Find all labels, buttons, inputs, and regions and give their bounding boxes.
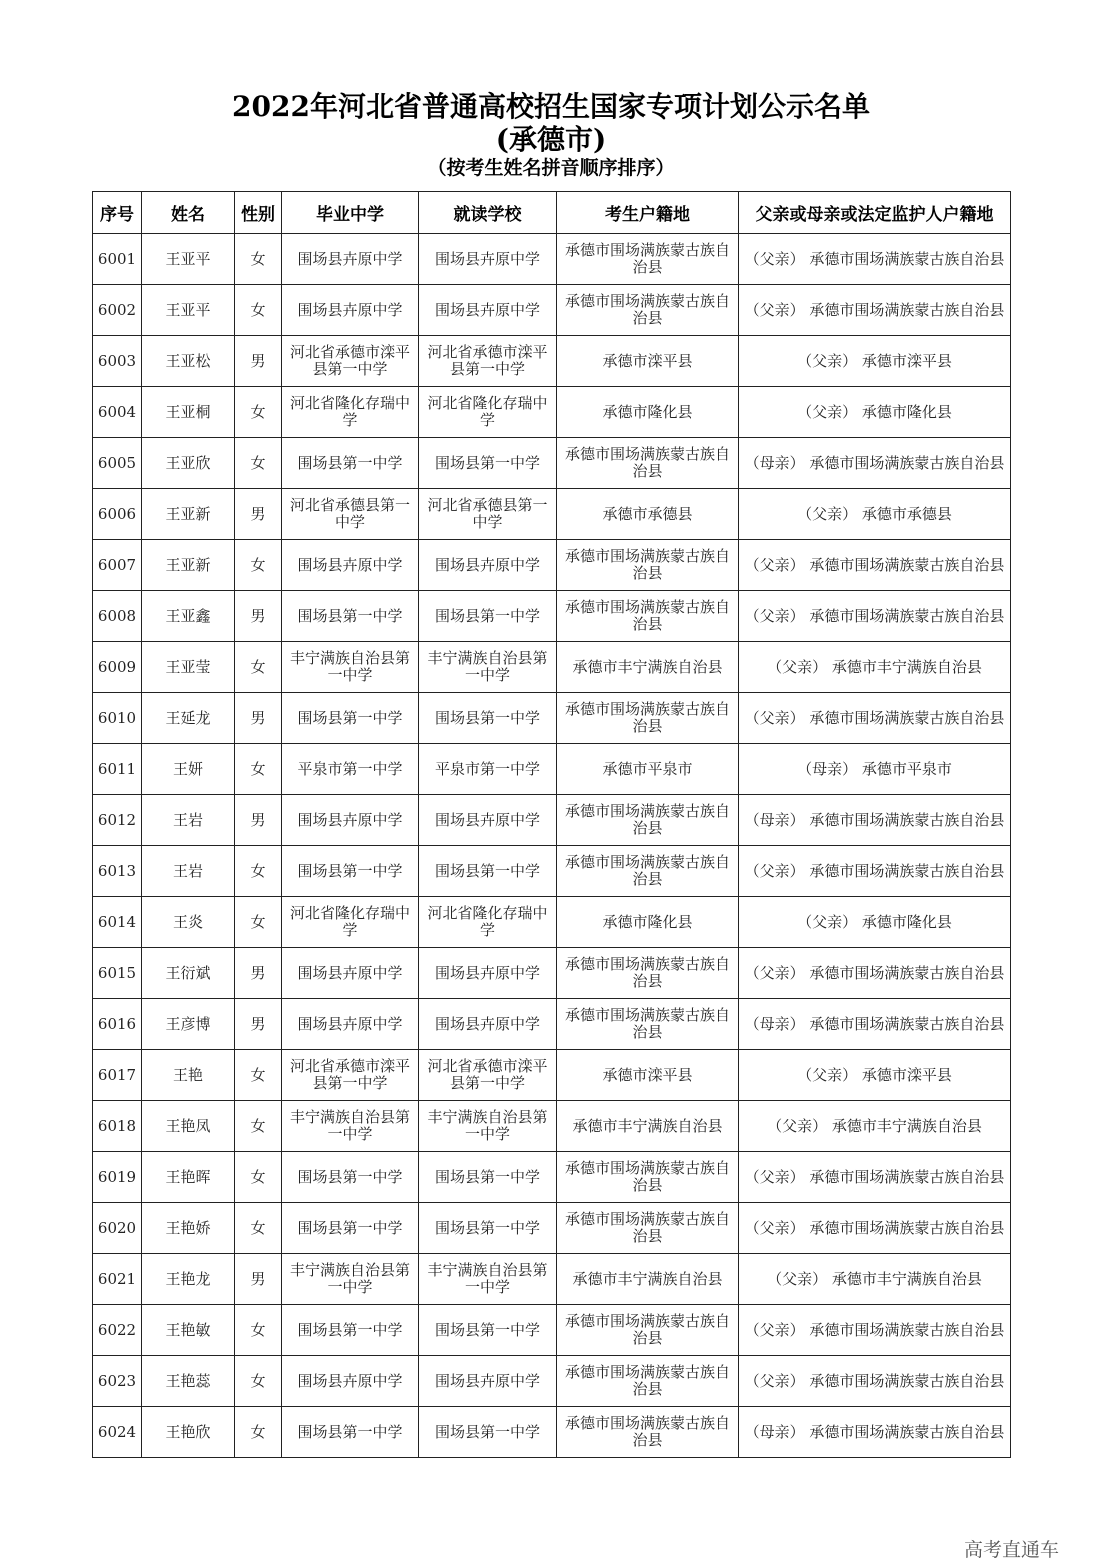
- cell-name: 王艳敏: [142, 1305, 235, 1356]
- cell-guardian-residence: （父亲） 承德市隆化县: [739, 897, 1011, 948]
- cell-index: 6021: [93, 1254, 142, 1305]
- cell-current-school: 围场县第一中学: [419, 1305, 557, 1356]
- cell-name: 王亚欣: [142, 438, 235, 489]
- document-subtitle: (承德市): [495, 123, 607, 156]
- cell-index: 6005: [93, 438, 142, 489]
- cell-current-school: 河北省隆化存瑞中学: [419, 387, 557, 438]
- cell-current-school: 围场县第一中学: [419, 591, 557, 642]
- table-row: [93, 846, 1011, 897]
- cell-guardian-residence: （父亲） 承德市围场满族蒙古族自治县: [739, 285, 1011, 336]
- sort-note: （按考生姓名拼音顺序排序）: [427, 157, 675, 179]
- cell-student-residence: 承德市围场满族蒙古族自治县: [557, 1203, 739, 1254]
- cell-student-residence: 承德市隆化县: [557, 897, 739, 948]
- cell-gender: 男: [235, 1254, 282, 1305]
- cell-name: 王衍斌: [142, 948, 235, 999]
- cell-current-school: 河北省隆化存瑞中学: [419, 897, 557, 948]
- cell-name: 王彦博: [142, 999, 235, 1050]
- cell-index: 6014: [93, 897, 142, 948]
- cell-graduation-school: 围场县卉原中学: [282, 1356, 419, 1407]
- cell-guardian-residence: （父亲） 承德市围场满族蒙古族自治县: [739, 591, 1011, 642]
- cell-graduation-school: 丰宁满族自治县第一中学: [282, 1254, 419, 1305]
- cell-name: 王亚平: [142, 285, 235, 336]
- cell-student-residence: 承德市围场满族蒙古族自治县: [557, 234, 739, 285]
- cell-current-school: 丰宁满族自治县第一中学: [419, 1254, 557, 1305]
- cell-name: 王亚桐: [142, 387, 235, 438]
- cell-index: 6001: [93, 234, 142, 285]
- table-row: [93, 438, 1011, 489]
- cell-guardian-residence: （父亲） 承德市围场满族蒙古族自治县: [739, 1305, 1011, 1356]
- cell-graduation-school: 平泉市第一中学: [282, 744, 419, 795]
- cell-graduation-school: 河北省承德市滦平县第一中学: [282, 1050, 419, 1101]
- cell-index: 6002: [93, 285, 142, 336]
- cell-current-school: 围场县第一中学: [419, 846, 557, 897]
- header-student-residence: 考生户籍地: [557, 192, 739, 234]
- cell-gender: 女: [235, 1101, 282, 1152]
- cell-student-residence: 承德市围场满族蒙古族自治县: [557, 999, 739, 1050]
- cell-index: 6009: [93, 642, 142, 693]
- cell-current-school: 围场县第一中学: [419, 693, 557, 744]
- table-row: [93, 1356, 1011, 1407]
- table-body: [93, 234, 1011, 1458]
- cell-guardian-residence: （母亲） 承德市围场满族蒙古族自治县: [739, 795, 1011, 846]
- table-row: [93, 744, 1011, 795]
- table-row: [93, 897, 1011, 948]
- cell-guardian-residence: （父亲） 承德市围场满族蒙古族自治县: [739, 234, 1011, 285]
- header-current-school: 就读学校: [419, 192, 557, 234]
- cell-name: 王艳: [142, 1050, 235, 1101]
- cell-gender: 男: [235, 336, 282, 387]
- cell-index: 6006: [93, 489, 142, 540]
- cell-name: 王岩: [142, 846, 235, 897]
- cell-student-residence: 承德市围场满族蒙古族自治县: [557, 540, 739, 591]
- cell-index: 6011: [93, 744, 142, 795]
- cell-name: 王岩: [142, 795, 235, 846]
- cell-student-residence: 承德市围场满族蒙古族自治县: [557, 438, 739, 489]
- cell-name: 王艳欣: [142, 1407, 235, 1458]
- cell-gender: 女: [235, 897, 282, 948]
- cell-index: 6012: [93, 795, 142, 846]
- cell-graduation-school: 围场县第一中学: [282, 1407, 419, 1458]
- cell-student-residence: 承德市围场满族蒙古族自治县: [557, 591, 739, 642]
- cell-current-school: 围场县第一中学: [419, 438, 557, 489]
- cell-guardian-residence: （父亲） 承德市承德县: [739, 489, 1011, 540]
- table-row: [93, 1101, 1011, 1152]
- cell-current-school: 围场县卉原中学: [419, 234, 557, 285]
- cell-gender: 女: [235, 1203, 282, 1254]
- cell-graduation-school: 围场县卉原中学: [282, 795, 419, 846]
- cell-graduation-school: 河北省隆化存瑞中学: [282, 897, 419, 948]
- cell-index: 6015: [93, 948, 142, 999]
- table-row: [93, 693, 1011, 744]
- cell-name: 王艳龙: [142, 1254, 235, 1305]
- cell-student-residence: 承德市平泉市: [557, 744, 739, 795]
- cell-gender: 男: [235, 999, 282, 1050]
- cell-graduation-school: 河北省隆化存瑞中学: [282, 387, 419, 438]
- cell-index: 6018: [93, 1101, 142, 1152]
- cell-guardian-residence: （父亲） 承德市围场满族蒙古族自治县: [739, 1203, 1011, 1254]
- cell-name: 王亚平: [142, 234, 235, 285]
- cell-current-school: 围场县第一中学: [419, 1152, 557, 1203]
- cell-student-residence: 承德市围场满族蒙古族自治县: [557, 795, 739, 846]
- cell-name: 王亚莹: [142, 642, 235, 693]
- header-name: 姓名: [142, 192, 235, 234]
- table-row: [93, 1050, 1011, 1101]
- cell-current-school: 河北省承德市滦平县第一中学: [419, 1050, 557, 1101]
- cell-gender: 男: [235, 591, 282, 642]
- cell-student-residence: 承德市滦平县: [557, 1050, 739, 1101]
- table-header-row: [93, 192, 1011, 234]
- cell-index: 6004: [93, 387, 142, 438]
- cell-graduation-school: 围场县第一中学: [282, 1152, 419, 1203]
- cell-student-residence: 承德市围场满族蒙古族自治县: [557, 1305, 739, 1356]
- cell-student-residence: 承德市丰宁满族自治县: [557, 1101, 739, 1152]
- cell-graduation-school: 围场县第一中学: [282, 1203, 419, 1254]
- cell-guardian-residence: （父亲） 承德市丰宁满族自治县: [739, 642, 1011, 693]
- cell-index: 6023: [93, 1356, 142, 1407]
- cell-current-school: 河北省承德市滦平县第一中学: [419, 336, 557, 387]
- cell-student-residence: 承德市滦平县: [557, 336, 739, 387]
- cell-graduation-school: 河北省承德市滦平县第一中学: [282, 336, 419, 387]
- cell-index: 6013: [93, 846, 142, 897]
- cell-name: 王艳蕊: [142, 1356, 235, 1407]
- table-row: [93, 642, 1011, 693]
- cell-guardian-residence: （父亲） 承德市围场满族蒙古族自治县: [739, 948, 1011, 999]
- cell-guardian-residence: （父亲） 承德市围场满族蒙古族自治县: [739, 540, 1011, 591]
- cell-current-school: 围场县卉原中学: [419, 1356, 557, 1407]
- table-row: [93, 1203, 1011, 1254]
- cell-name: 王妍: [142, 744, 235, 795]
- cell-current-school: 河北省承德县第一中学: [419, 489, 557, 540]
- cell-name: 王艳晖: [142, 1152, 235, 1203]
- cell-graduation-school: 河北省承德县第一中学: [282, 489, 419, 540]
- cell-guardian-residence: （母亲） 承德市围场满族蒙古族自治县: [739, 1407, 1011, 1458]
- cell-graduation-school: 围场县卉原中学: [282, 540, 419, 591]
- roster-table: [92, 191, 1011, 1458]
- cell-student-residence: 承德市围场满族蒙古族自治县: [557, 948, 739, 999]
- cell-graduation-school: 围场县第一中学: [282, 591, 419, 642]
- cell-graduation-school: 围场县第一中学: [282, 846, 419, 897]
- table-row: [93, 591, 1011, 642]
- cell-gender: 女: [235, 387, 282, 438]
- cell-gender: 男: [235, 693, 282, 744]
- cell-current-school: 丰宁满族自治县第一中学: [419, 1101, 557, 1152]
- cell-student-residence: 承德市隆化县: [557, 387, 739, 438]
- cell-gender: 男: [235, 948, 282, 999]
- table-row: [93, 1152, 1011, 1203]
- cell-index: 6019: [93, 1152, 142, 1203]
- cell-gender: 女: [235, 1356, 282, 1407]
- cell-guardian-residence: （父亲） 承德市丰宁满族自治县: [739, 1254, 1011, 1305]
- cell-current-school: 围场县卉原中学: [419, 948, 557, 999]
- cell-gender: 女: [235, 540, 282, 591]
- table-row: [93, 540, 1011, 591]
- table-row: [93, 285, 1011, 336]
- document-title: 2022年河北省普通高校招生国家专项计划公示名单: [232, 90, 870, 123]
- cell-gender: 男: [235, 489, 282, 540]
- cell-gender: 女: [235, 1050, 282, 1101]
- cell-gender: 女: [235, 1305, 282, 1356]
- table-row: [93, 1305, 1011, 1356]
- table-row: [93, 1254, 1011, 1305]
- cell-student-residence: 承德市围场满族蒙古族自治县: [557, 1356, 739, 1407]
- cell-name: 王延龙: [142, 693, 235, 744]
- cell-guardian-residence: （父亲） 承德市围场满族蒙古族自治县: [739, 846, 1011, 897]
- cell-current-school: 丰宁满族自治县第一中学: [419, 642, 557, 693]
- cell-current-school: 围场县第一中学: [419, 1203, 557, 1254]
- cell-student-residence: 承德市围场满族蒙古族自治县: [557, 285, 739, 336]
- watermark-text: 高考直通车: [964, 1539, 1060, 1561]
- cell-graduation-school: 围场县第一中学: [282, 1305, 419, 1356]
- cell-student-residence: 承德市围场满族蒙古族自治县: [557, 846, 739, 897]
- cell-current-school: 围场县卉原中学: [419, 285, 557, 336]
- cell-gender: 女: [235, 744, 282, 795]
- cell-name: 王亚新: [142, 489, 235, 540]
- cell-graduation-school: 围场县卉原中学: [282, 999, 419, 1050]
- cell-guardian-residence: （父亲） 承德市滦平县: [739, 1050, 1011, 1101]
- header-graduation-school: 毕业中学: [282, 192, 419, 234]
- header-guardian-residence: 父亲或母亲或法定监护人户籍地: [739, 192, 1011, 234]
- cell-gender: 女: [235, 846, 282, 897]
- cell-name: 王亚新: [142, 540, 235, 591]
- cell-gender: 女: [235, 642, 282, 693]
- cell-guardian-residence: （父亲） 承德市围场满族蒙古族自治县: [739, 1152, 1011, 1203]
- table-row: [93, 948, 1011, 999]
- cell-index: 6010: [93, 693, 142, 744]
- table-row: [93, 1407, 1011, 1458]
- cell-guardian-residence: （父亲） 承德市隆化县: [739, 387, 1011, 438]
- cell-index: 6003: [93, 336, 142, 387]
- cell-guardian-residence: （父亲） 承德市丰宁满族自治县: [739, 1101, 1011, 1152]
- cell-name: 王亚松: [142, 336, 235, 387]
- cell-student-residence: 承德市丰宁满族自治县: [557, 1254, 739, 1305]
- cell-graduation-school: 围场县第一中学: [282, 693, 419, 744]
- cell-name: 王艳娇: [142, 1203, 235, 1254]
- cell-gender: 男: [235, 795, 282, 846]
- table-row: [93, 336, 1011, 387]
- cell-index: 6020: [93, 1203, 142, 1254]
- cell-guardian-residence: （父亲） 承德市围场满族蒙古族自治县: [739, 693, 1011, 744]
- cell-guardian-residence: （母亲） 承德市围场满族蒙古族自治县: [739, 438, 1011, 489]
- cell-gender: 女: [235, 285, 282, 336]
- cell-index: 6007: [93, 540, 142, 591]
- cell-guardian-residence: （母亲） 承德市围场满族蒙古族自治县: [739, 999, 1011, 1050]
- cell-index: 6016: [93, 999, 142, 1050]
- cell-index: 6008: [93, 591, 142, 642]
- cell-student-residence: 承德市丰宁满族自治县: [557, 642, 739, 693]
- cell-graduation-school: 丰宁满族自治县第一中学: [282, 1101, 419, 1152]
- cell-name: 王炎: [142, 897, 235, 948]
- table-row: [93, 387, 1011, 438]
- cell-graduation-school: 围场县第一中学: [282, 438, 419, 489]
- cell-index: 6017: [93, 1050, 142, 1101]
- table-row: [93, 489, 1011, 540]
- cell-graduation-school: 丰宁满族自治县第一中学: [282, 642, 419, 693]
- cell-index: 6022: [93, 1305, 142, 1356]
- cell-current-school: 围场县卉原中学: [419, 999, 557, 1050]
- cell-student-residence: 承德市围场满族蒙古族自治县: [557, 1407, 739, 1458]
- cell-name: 王亚鑫: [142, 591, 235, 642]
- cell-current-school: 围场县卉原中学: [419, 540, 557, 591]
- cell-guardian-residence: （母亲） 承德市平泉市: [739, 744, 1011, 795]
- cell-current-school: 围场县卉原中学: [419, 795, 557, 846]
- cell-name: 王艳凤: [142, 1101, 235, 1152]
- cell-gender: 女: [235, 1152, 282, 1203]
- header-gender: 性别: [235, 192, 282, 234]
- cell-index: 6024: [93, 1407, 142, 1458]
- table-row: [93, 999, 1011, 1050]
- cell-student-residence: 承德市承德县: [557, 489, 739, 540]
- cell-student-residence: 承德市围场满族蒙古族自治县: [557, 693, 739, 744]
- cell-graduation-school: 围场县卉原中学: [282, 234, 419, 285]
- cell-student-residence: 承德市围场满族蒙古族自治县: [557, 1152, 739, 1203]
- cell-graduation-school: 围场县卉原中学: [282, 285, 419, 336]
- cell-gender: 女: [235, 1407, 282, 1458]
- cell-current-school: 围场县第一中学: [419, 1407, 557, 1458]
- cell-current-school: 平泉市第一中学: [419, 744, 557, 795]
- cell-graduation-school: 围场县卉原中学: [282, 948, 419, 999]
- header-index: 序号: [93, 192, 142, 234]
- cell-gender: 女: [235, 234, 282, 285]
- table-row: [93, 234, 1011, 285]
- cell-guardian-residence: （父亲） 承德市围场满族蒙古族自治县: [739, 1356, 1011, 1407]
- table-row: [93, 795, 1011, 846]
- cell-gender: 女: [235, 438, 282, 489]
- cell-guardian-residence: （父亲） 承德市滦平县: [739, 336, 1011, 387]
